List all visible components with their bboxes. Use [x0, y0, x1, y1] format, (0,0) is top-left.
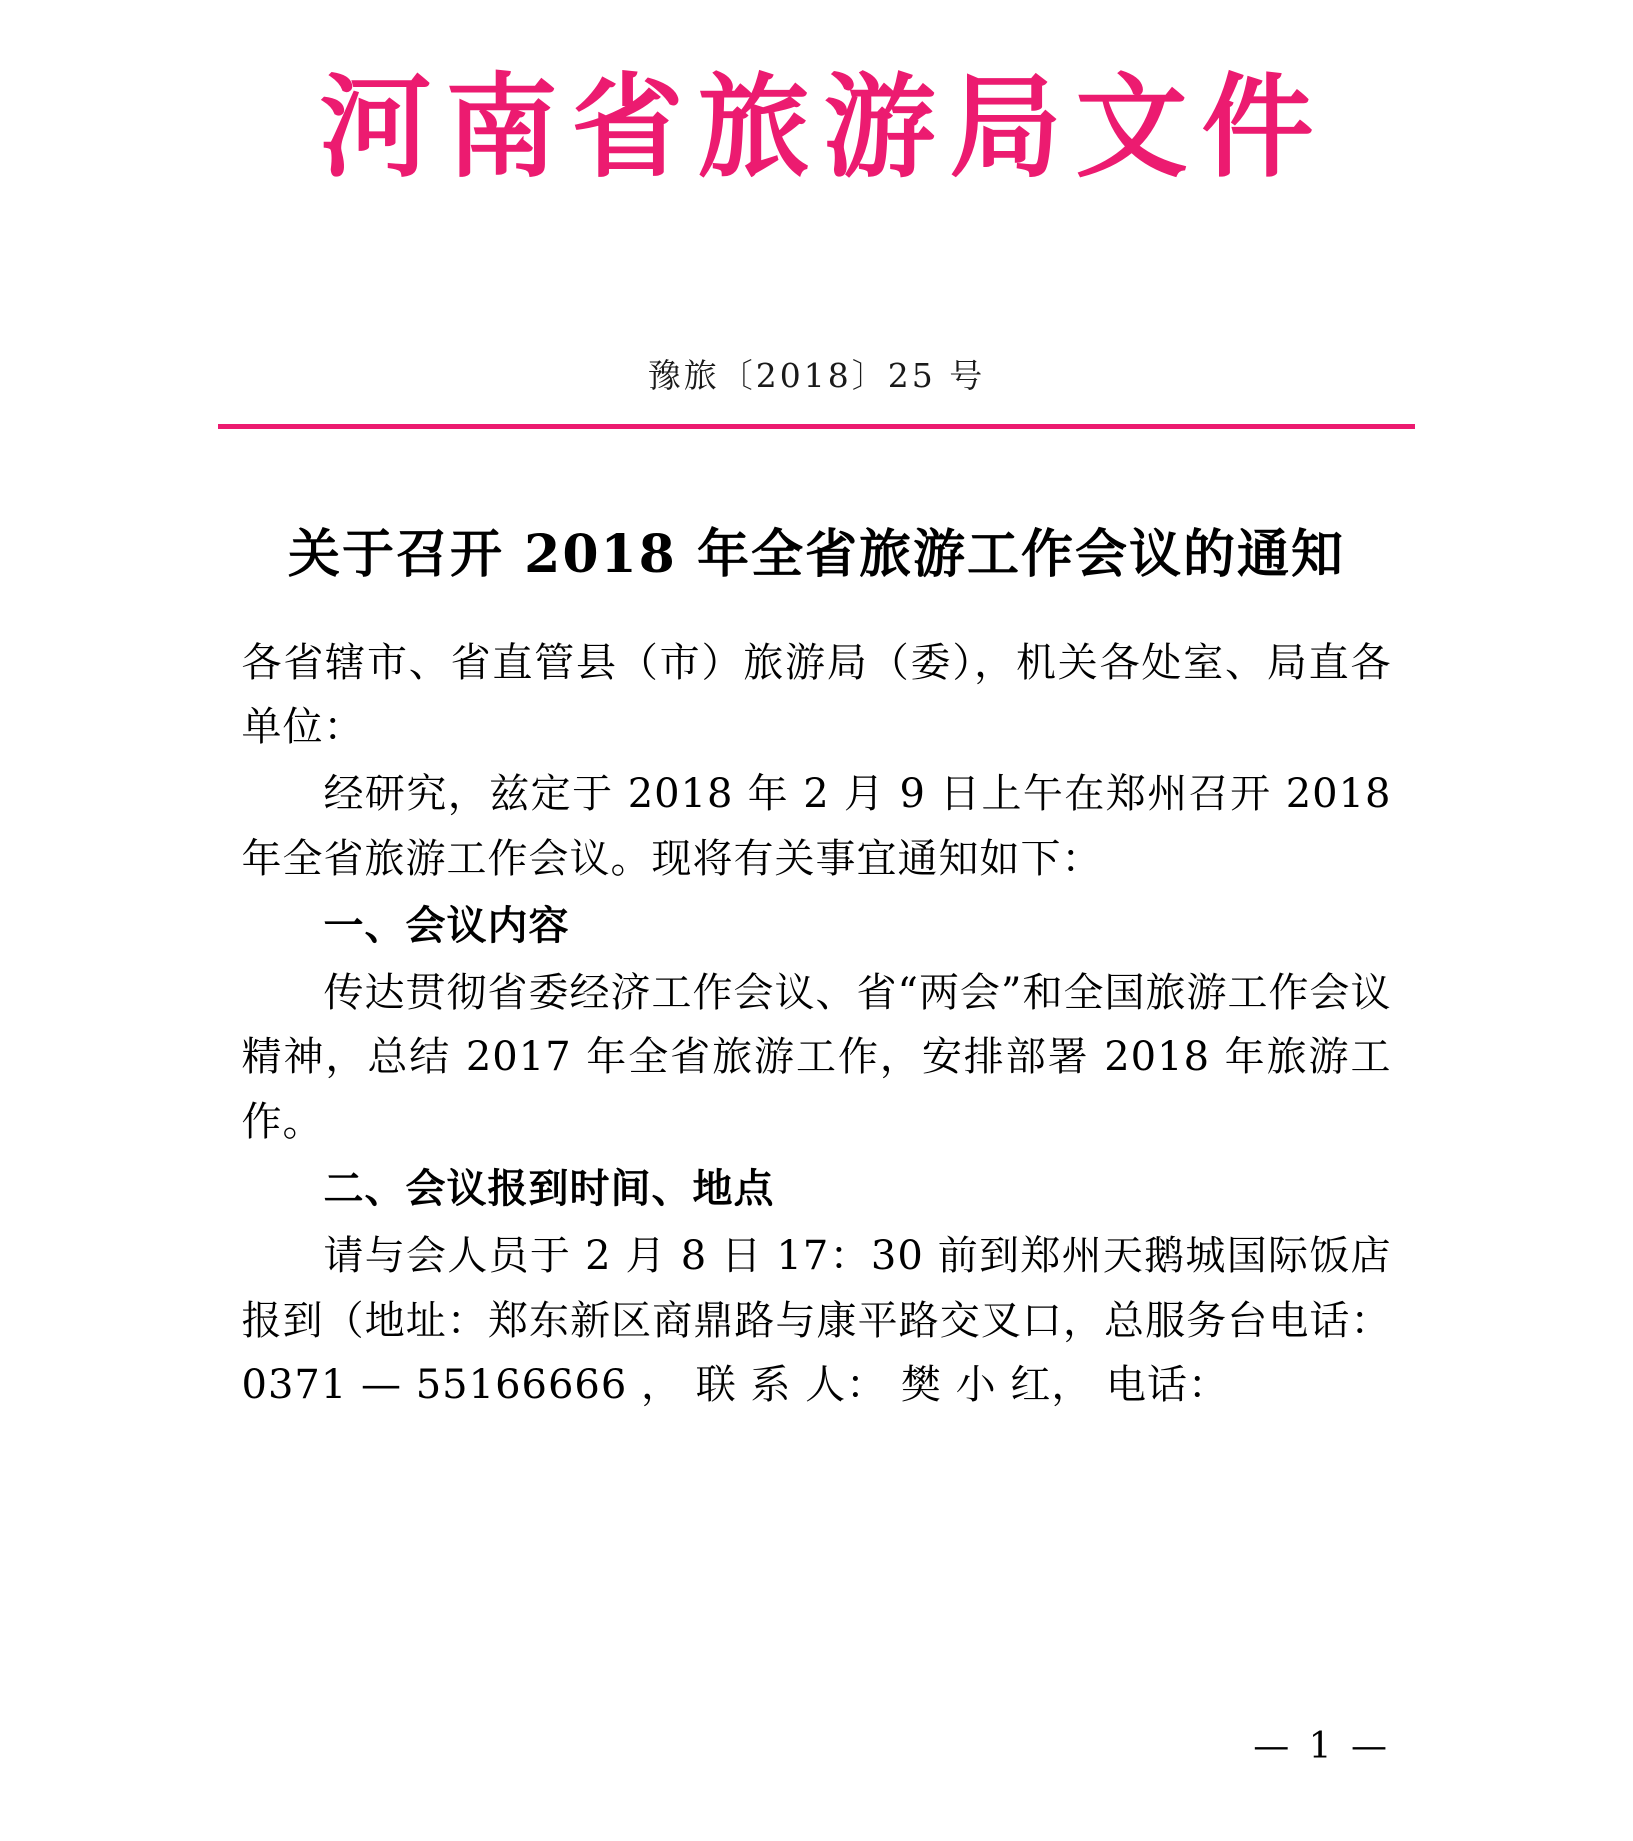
section-heading-one: 一、会议内容 [323, 902, 570, 949]
masthead-title: 河南省旅游局文件 [319, 62, 1328, 193]
page-title: 关于召开 2018 年全省旅游工作会议的通知 [288, 524, 1345, 585]
opening-paragraph: 经研究，兹定于 2018 年 2 月 9 日上午在郑州召开 2018 年全省旅游工作会议。现将有关事宜通知如下： [241, 771, 1392, 882]
document-body [242, 429, 1392, 1418]
document-number: 豫旅〔2018〕25 号 [647, 356, 986, 395]
section-one-body: 传达贯彻省委经济工作会议、省“两会”和全国旅游工作会议精神，总结 2017 年全省旅游工作，安排部署 2018 年旅游工作。 [241, 969, 1392, 1146]
section-two-body: 请与会人员于 2 月 8 日 17：30 前到郑州天鹅城国际饭店报到（地址：郑东新区商鼎路与康平路交叉口，总服务台电话： 0371 — 55166666 ， 联 系 人： 樊 小 红， 电话： [241, 1232, 1392, 1409]
addressee-paragraph: 各省辖市、省直管县（市）旅游局（委），机关各处室、局直各单位： [241, 639, 1392, 751]
page-number-footer: — 1 — [1253, 1726, 1391, 1767]
masthead [0, 0, 1633, 198]
document-number-row [0, 350, 1633, 397]
section-heading-two: 二、会议报到时间、地点 [323, 1165, 775, 1212]
